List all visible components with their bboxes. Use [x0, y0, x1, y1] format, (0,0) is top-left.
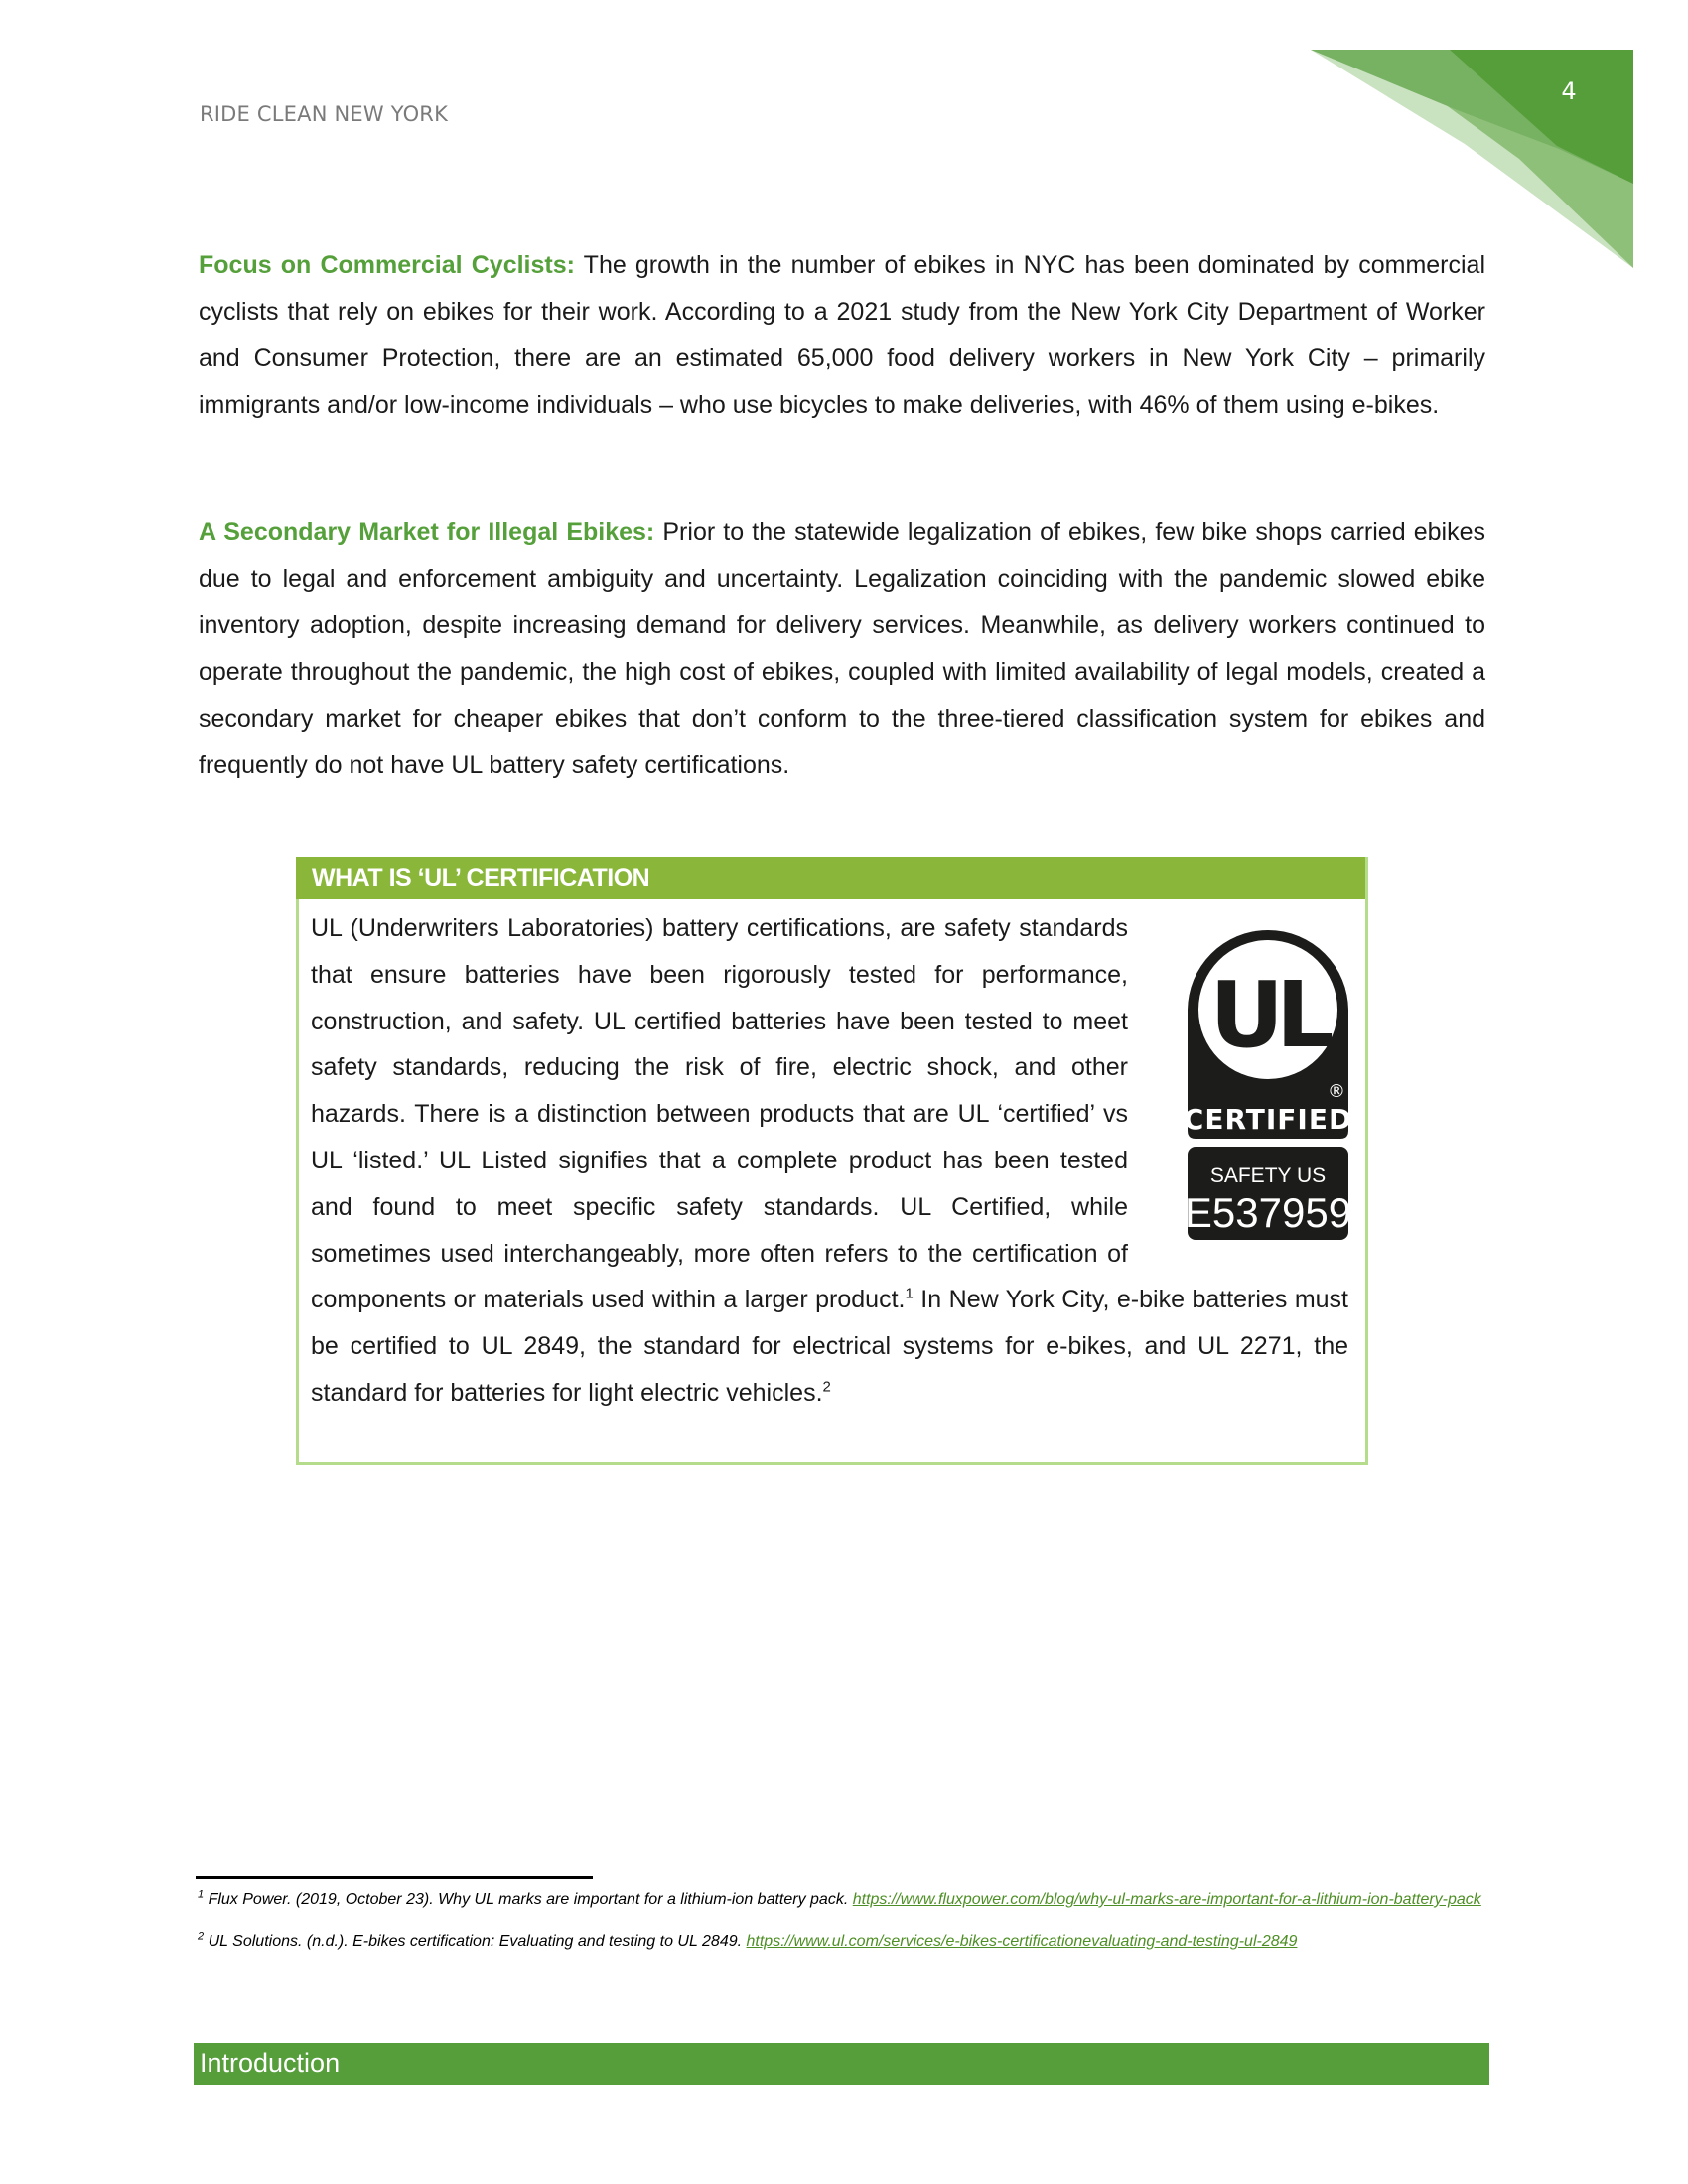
footnote-2	[198, 1932, 1488, 1952]
logo-registered: ®	[1328, 1081, 1345, 1102]
paragraph-lead: Focus on Commercial Cyclists:	[199, 251, 575, 279]
paragraph-body: The growth in the number of ebikes in NYC has been dominated by commercial cyclists that rely on ebikes for their work. According to a 2021 study from the New York City Department of Worker and Consumer Protection, there are an estimated 65,000 food delivery workers in New York City – primarily immigrants and/or low-income individuals – who use bicycles to make deliveries, with 46% of them using e-bikes.	[199, 251, 1486, 419]
footnote-ref-2[interactable]: 2	[822, 1378, 831, 1396]
logo-file-code: E537959	[1184, 1189, 1352, 1236]
footnote-separator	[196, 1876, 593, 1879]
logo-ul-mark: UL	[1209, 962, 1327, 1068]
footnote-number: 2	[198, 1930, 205, 1943]
footer-section-bar	[194, 2043, 1489, 2085]
callout-text-part2: In New York City, e-bike batteries must be certified to UL 2849, the standard for electrical systems for e-bikes, and UL 2271, the standard for batteries for light electric vehicles.	[311, 1286, 1348, 1407]
footnote-link[interactable]: https://www.fluxpower.com/blog/why-ul-marks-are-important-for-a-lithium-ion-battery-pack	[852, 1891, 1481, 1908]
footer-section-label: Introduction	[200, 2048, 341, 2078]
logo-certified: CERTIFIED	[1183, 1103, 1353, 1136]
running-header-title: RIDE CLEAN NEW YORK	[200, 102, 449, 126]
footnote-number: 1	[198, 1888, 205, 1901]
paragraph-commercial-cyclists	[199, 242, 1485, 429]
footnote-text: UL Solutions. (n.d.). E-bikes certification: Evaluating and testing to UL 2849.	[204, 1933, 747, 1950]
page-number: 4	[1561, 77, 1577, 105]
footnote-link[interactable]: https://www.ul.com/services/e-bikes-certificationevaluating-and-testing-ul-2849	[746, 1933, 1298, 1950]
ul-certified-logo	[1180, 922, 1356, 1242]
paragraph-lead: A Secondary Market for Illegal Ebikes:	[199, 518, 655, 546]
footnote-ref-1[interactable]: 1	[905, 1286, 914, 1303]
logo-safety-us: SAFETY US	[1209, 1164, 1327, 1187]
callout-title: WHAT IS ‘UL’ CERTIFICATION	[312, 864, 650, 891]
paragraph-secondary-market	[199, 509, 1485, 789]
callout-text-part1: UL (Underwriters Laboratories) battery certifications, are safety standards that ensure batteries have been rigorously tested for performance, construction, and safety. UL certified batteries have been tested to meet safety standards, reducing the risk of fire, electric shock, and other hazards. There is a distinction between products that are UL ‘certified’ vs UL ‘listed.’ UL Listed signifies that a complete product has been tested and found to meet specific safety standards. UL Certified, while sometimes used interchangeably, more often refers to the certification of components or materials used within a larger product.	[311, 914, 1128, 1314]
footnote-text: Flux Power. (2019, October 23). Why UL marks are important for a lithium-ion battery pack.	[204, 1891, 853, 1908]
callout-header	[296, 857, 1365, 899]
footnote-1	[198, 1890, 1488, 1910]
paragraph-body: Prior to the statewide legalization of ebikes, few bike shops carried ebikes due to legal and enforcement ambiguity and uncertainty. Legalization coinciding with the pandemic slowed ebike inventory adoption, despite increasing demand for delivery services. Meanwhile, as delivery workers continued to operate throughout the pandemic, the high cost of ebikes, coupled with limited availability of legal models, created a secondary market for cheaper ebikes that don’t conform to the three-tiered classification system for ebikes and frequently do not have UL battery safety certifications.	[199, 518, 1485, 779]
